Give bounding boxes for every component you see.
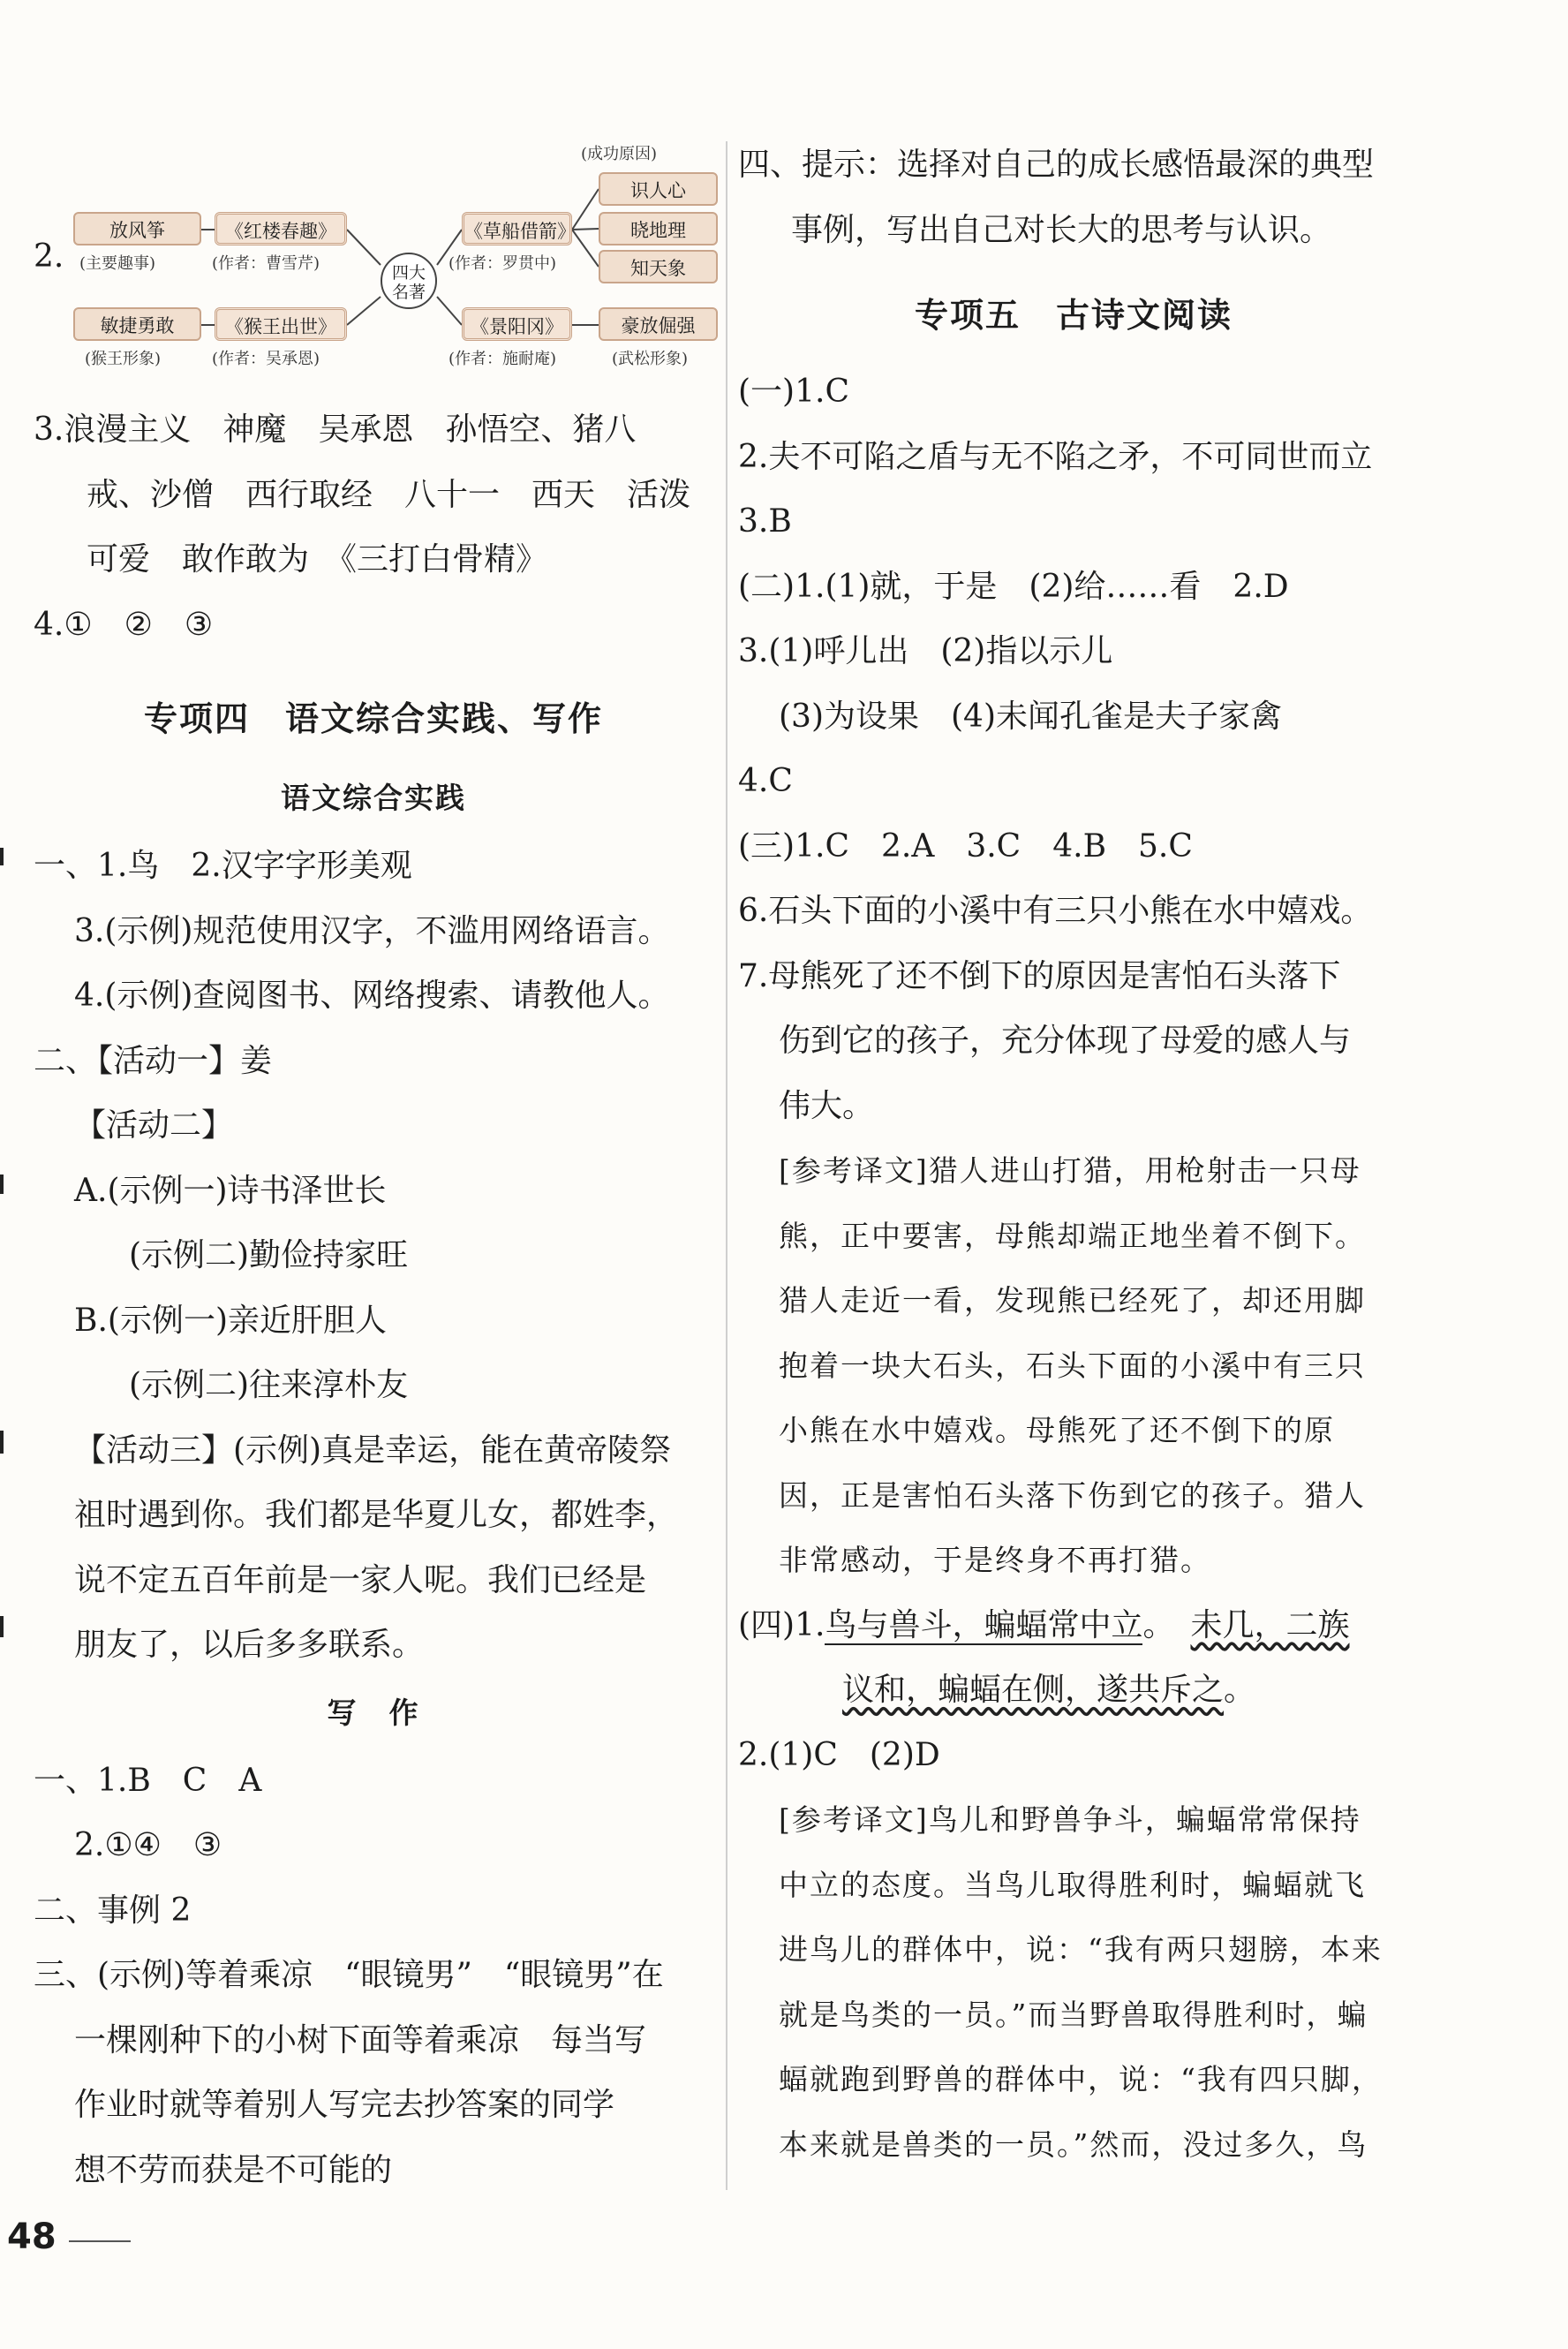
author-caoxueqin: (作者：曹雪芹) [212,254,320,273]
answer-line: 一、1.鸟 2.汉字字形美观 [34,848,412,884]
answer-line: 二、【活动一】姜 [34,1042,273,1079]
answer-line: 说不定五百年前是一家人呢。我们已经是 [74,1561,647,1598]
straight-underline-text: 鸟与兽斗，蝙蝠常中立 [825,1606,1143,1643]
reason-box-1: 识人心 [599,172,718,206]
column-divider [726,141,727,2190]
answer-line: 伟大。 [779,1087,875,1124]
answer-line: 4.C [738,763,793,799]
reason-box-2: 晓地理 [599,212,718,245]
left-column [34,132,713,2202]
wavy-underline-text: 议和，蝙蝠在侧，遂共斥之 [842,1672,1225,1708]
answer-line: 2.①④ ③ [74,1827,222,1863]
four-classics-diagram [34,132,713,397]
answer-line: 7.母熊死了还不倒下的原因是害怕石头落下 [738,957,1341,994]
answer-line: 事例，写出自己对长大的思考与认识。 [791,211,1332,248]
answer-line: 伤到它的孩子，充分体现了母爱的感人与 [779,1023,1352,1059]
scan-edge-mark [0,1174,4,1194]
answer-line: 二、事例 2 [34,1892,192,1929]
translation-line: 猎人走近一看，发现熊已经死了，却还用脚 [779,1283,1366,1318]
answer-line: (三)1.C 2.A 3.C 4.B 5.C [738,827,1193,865]
answer-line: 【活动二】 [74,1107,234,1144]
four-classics-node: 四大 名著 [381,253,437,309]
answer-line: (示例二)勤俭持家旺 [129,1237,409,1273]
answer-line: 议和，蝙蝠在侧，遂共斥之。 [842,1672,1256,1708]
wusong-box: 豪放倔强 [599,307,718,341]
answer-line: 四、提示：选择对自己的成长感悟最深的典型 [738,147,1375,183]
answer-line: 3.B [738,503,792,540]
translation-line: 熊，正中要害，母熊却端正地坐着不倒下。 [779,1218,1366,1253]
subsection-title: 写 作 [327,1695,420,1730]
answer-line: (四)1.鸟与兽斗，蝙蝠常中立。 未几，二族 [738,1606,1350,1643]
translation-line: 因，正是害怕石头落下伤到它的孩子。猎人 [779,1477,1366,1513]
author-luoguanzhong: (作者：罗贯中) [449,254,557,273]
answer-line: 3.(示例)规范使用汉字，不滥用网络语言。 [74,912,670,949]
answer-line: B.(示例一)亲近肝胆人 [74,1302,387,1339]
answer-line: 2.夫不可陷之盾与无不陷之矛，不可同世而立 [738,438,1373,475]
translation-line: 中立的态度。当鸟儿取得胜利时，蝙蝠就飞 [779,1867,1366,1902]
answer-line: 作业时就等着别人写完去抄答案的同学 [74,2087,615,2123]
answer-line: 朋友了，以后多多联系。 [74,1627,425,1663]
author-shinaian: (作者：施耐庵) [449,350,557,368]
answer-line: 戒、沙僧 西行取经 八十一 西天 活泼 [87,476,691,513]
wavy-underline-text: 未几，二族 [1190,1606,1350,1643]
answer-line: 4.(示例)查阅图书、网络搜索、请教他人。 [74,978,670,1014]
translation-line: [参考译文]猎人进山打猎，用枪射击一只母 [779,1153,1361,1188]
kite-box: 放风筝 [73,212,201,245]
kite-caption: (主要趣事) [79,254,156,273]
answer-line: A.(示例一)诗书泽世长 [74,1172,387,1209]
translation-line: [参考译文]鸟儿和野兽争斗，蝙蝠常常保持 [779,1802,1361,1837]
translation-line: 抱着一块大石头，石头下面的小溪中有三只 [779,1348,1366,1383]
translation-line: 小熊在水中嬉戏。母熊死了还不倒下的原 [779,1413,1335,1447]
scan-edge-mark [0,1616,4,1637]
book-jingyanggang: 《景阳冈》 [462,307,572,341]
translation-line: 本来就是兽类的一员。”然而，没过多久，鸟 [779,2126,1368,2162]
answer-line: 祖时遇到你。我们都是华夏儿女，都姓李， [74,1497,679,1533]
section4-title: 专项四 语文综合实践、写作 [143,699,603,738]
answer-line: (一)1.C [738,374,849,410]
answer-line: 6.石头下面的小溪中有三只小熊在水中嬉戏。 [738,893,1373,929]
translation-line: 就是鸟类的一员。”而当野兽取得胜利时，蝙 [779,1997,1368,2032]
answer-line: 3.浪漫主义 神魔 吴承恩 孙悟空、猪八 [34,412,637,448]
answer-line: 【活动三】(示例)真是幸运，能在黄帝陵祭 [74,1431,672,1469]
answer-line: (示例二)往来淳朴友 [129,1367,409,1403]
wusong-caption: (武松形象) [612,350,689,368]
book-houwang: 《猴王出世》 [215,307,347,341]
answer-line: 2.(1)C (2)D [738,1736,940,1773]
scan-edge-mark [0,848,4,865]
scan-edge-mark [0,1431,4,1454]
answer-line: 三、(示例)等着乘凉 “眼镜男” “眼镜男”在 [34,1957,664,1993]
answer-line: 可爱 敢作敢为 《三打白骨精》 [87,541,548,578]
subsection-title: 语文综合实践 [281,781,466,815]
reason-box-3: 知天象 [599,250,718,283]
book-caochuan: 《草船借箭》 [462,212,572,245]
page-number: 48 [7,2217,57,2257]
book-hongloumeng: 《红楼春趣》 [215,212,347,245]
answer-line: 一棵刚种下的小树下面等着乘凉 每当写 [74,2021,647,2058]
page-number-rule [69,2240,131,2242]
right-column [738,132,1409,2177]
section5-title: 专项五 古诗文阅读 [914,296,1233,335]
monkey-caption: (猴王形象) [85,350,162,368]
translation-line: 蝠就跑到野兽的群体中，说：“我有四只脚， [779,2062,1383,2096]
reason-caption: (成功原因) [581,145,658,163]
answer-line: (3)为设果 (4)未闻孔雀是夫子家禽 [779,698,1282,735]
answer-line: 3.(1)呼儿出 (2)指以示儿 [738,633,1113,669]
translation-line: 进鸟儿的群体中，说：“我有两只翅膀，本来 [779,1932,1383,1967]
brave-box: 敏捷勇敢 [73,307,201,341]
author-wuchengen: (作者：吴承恩) [212,350,320,368]
answer-line: 4.① ② ③ [34,606,214,643]
answer-line: 想不劳而获是不可能的 [74,2151,393,2188]
item-number: 2. [34,238,64,275]
translation-line: 非常感动，于是终身不再打猎。 [779,1543,1211,1577]
answer-line: 一、1.B C A [34,1762,262,1799]
answer-line: (二)1.(1)就，于是 (2)给……看 2.D [738,568,1289,605]
